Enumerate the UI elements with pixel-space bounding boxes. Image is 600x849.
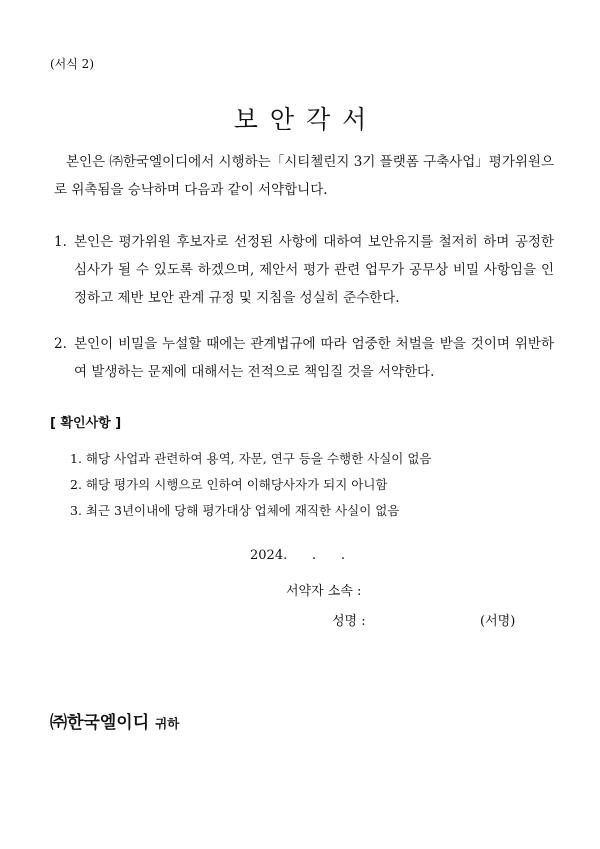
- date-field: 2024. . .: [250, 548, 346, 563]
- addressee-honorific: 귀하: [155, 716, 180, 731]
- signature-mark: (서명): [480, 614, 516, 629]
- pledge-item-text: 본인은 평가위원 후보자로 선정된 사항에 대하여 보안유지를 철저히 하며 공정한 심사가 될 수 있도록 하겠으며, 제안서 평가 관련 업무가 공무상 비밀 사항임을 인정하고 제반 보안 관계 규정 및 지침을 성실히 준수한다.: [74, 234, 554, 306]
- confirm-section-title: [ 확인사항 ]: [50, 416, 122, 431]
- pledge-item-2: [54, 330, 554, 386]
- addressee-org: ㈜한국엘이디: [50, 713, 150, 733]
- confirm-list: [70, 446, 550, 524]
- confirm-item: 2. 해당 평가의 시행으로 인하여 이해당사자가 되지 아니함: [70, 477, 388, 492]
- pledge-item-number: 1.: [54, 234, 67, 250]
- addressee: [50, 708, 179, 733]
- pledge-item-1: [54, 228, 554, 312]
- page-title: 보안각서: [233, 105, 379, 134]
- name-label: 성명 :: [332, 614, 366, 629]
- confirm-item: 3. 최근 3년이내에 당해 평가대상 업체에 재직한 사실이 없음: [70, 503, 400, 518]
- form-number: (서식 2): [50, 57, 94, 71]
- pledge-item-number: 2.: [54, 336, 67, 352]
- intro-paragraph: 본인은 ㈜한국엘이디에서 시행하는「시티첼린지 3기 플랫폼 구축사업」평가위원으로 위촉됨을 승낙하며 다음과 같이 서약합니다.: [54, 154, 554, 198]
- pledge-item-text: 본인이 비밀을 누설할 때에는 관계법규에 따라 엄중한 처벌을 받을 것이며 위반하여 발생하는 문제에 대해서는 전적으로 책임질 것을 서약한다.: [74, 336, 554, 380]
- confirm-item: 1. 해당 사업과 관련하여 용역, 자문, 연구 등을 수행한 사실이 없음: [70, 451, 432, 466]
- affiliation-label: 서약자 소속 :: [286, 584, 362, 599]
